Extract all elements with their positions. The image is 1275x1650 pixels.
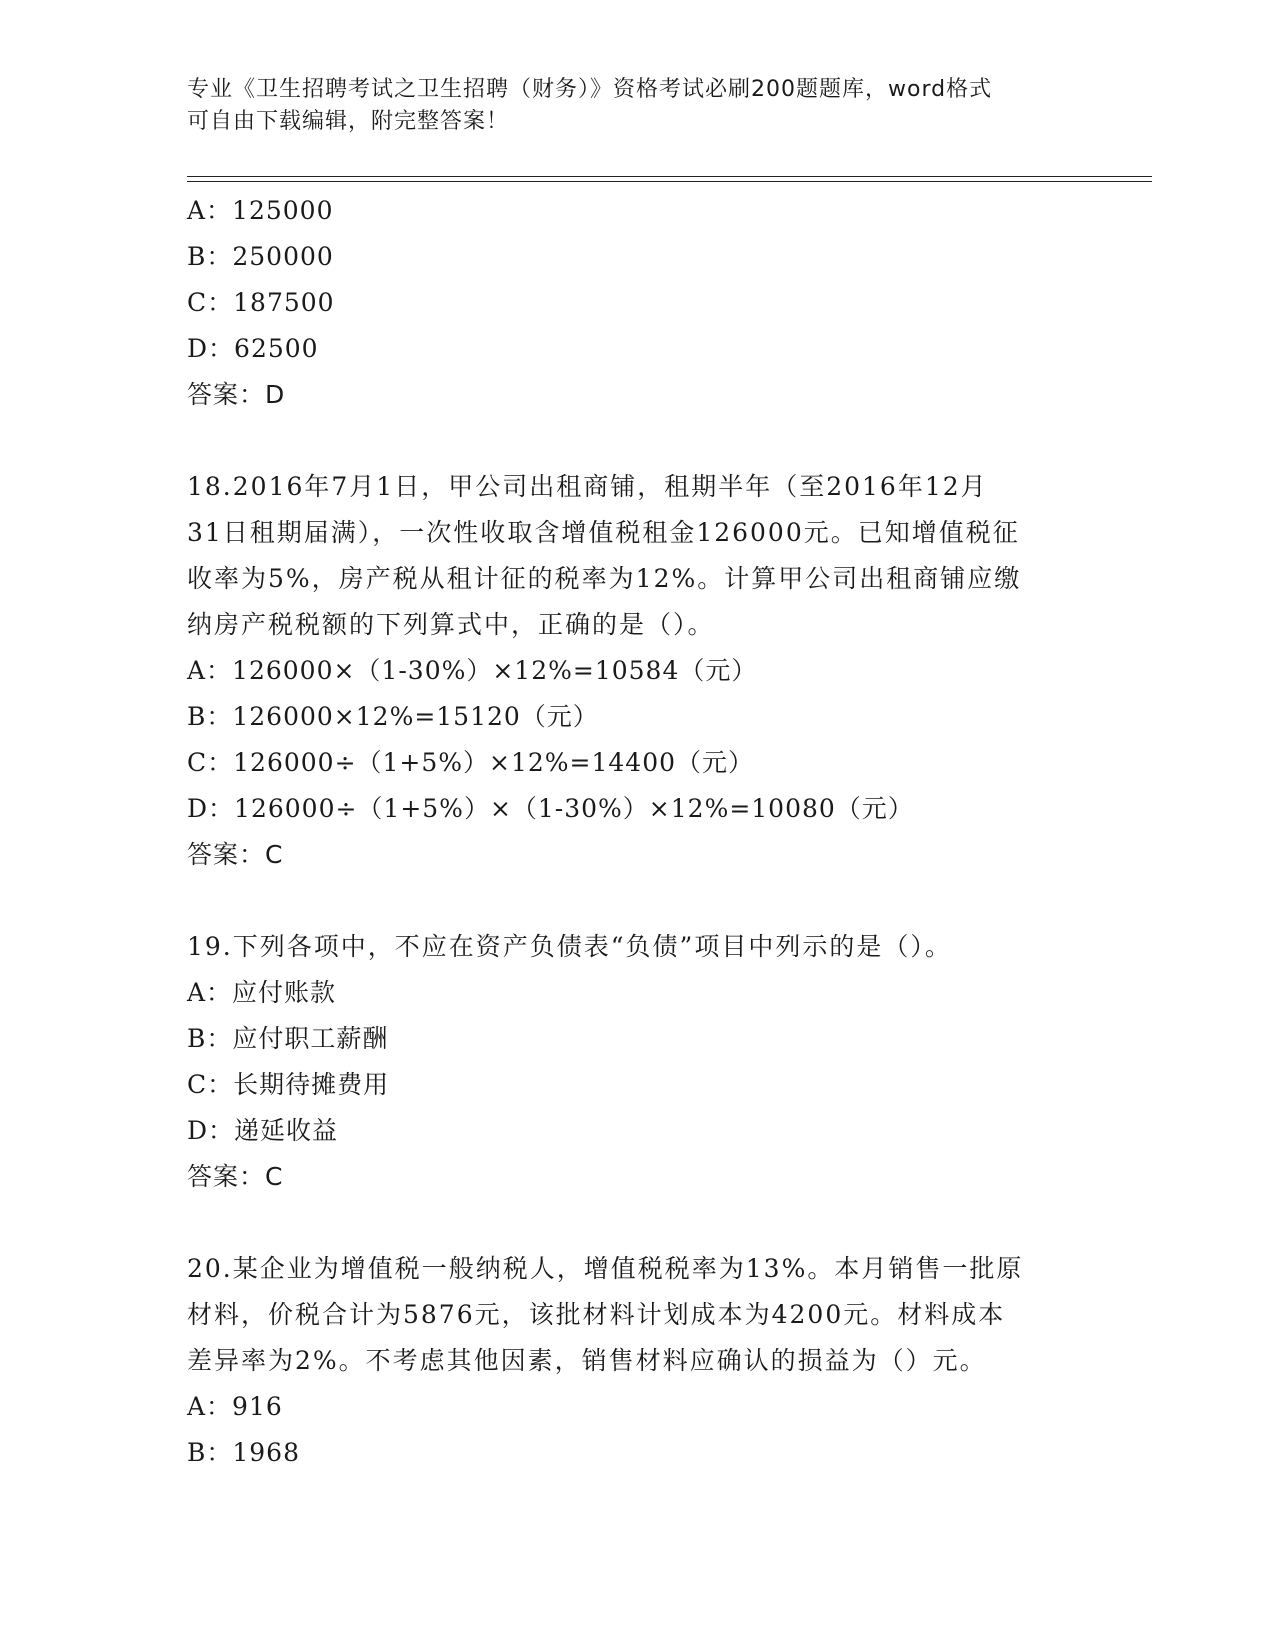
option-d: D：62500 xyxy=(187,334,319,363)
option-a: A：125000 xyxy=(187,196,334,225)
stem-line: 纳房产税税额的下列算式中，正确的是（）。 xyxy=(187,610,715,639)
option-a: A：916 xyxy=(187,1392,283,1421)
option-b: B：应付职工薪酬 xyxy=(187,1024,389,1053)
option-b: B：1968 xyxy=(187,1438,300,1467)
option-b: B：250000 xyxy=(187,242,334,271)
option-c: C：187500 xyxy=(187,288,335,317)
question-stem xyxy=(187,924,1087,970)
spacer xyxy=(187,418,1087,464)
answer: 答案：D xyxy=(187,380,286,409)
header-rule-top xyxy=(187,176,1152,177)
stem-line: 20.某企业为增值税一般纳税人，增值税税率为13%。本月销售一批原 xyxy=(187,1254,1024,1283)
header-line-2: 可自由下载编辑，附完整答案！ xyxy=(187,109,510,134)
header-rule-bottom xyxy=(187,181,1152,182)
spacer xyxy=(187,1200,1087,1246)
stem-line: 31日租期届满），一次性收取含增值税租金126000元。已知增值税征 xyxy=(187,518,1020,547)
option-d: D：递延收益 xyxy=(187,1116,339,1145)
option-d: D：126000÷（1+5%）×（1-30%）×12%=10080（元） xyxy=(187,794,914,823)
header-line-1: 专业《卫生招聘考试之卫生招聘（财务）》资格考试必刷200题题库，word格式 xyxy=(187,77,993,102)
option-c: C：长期待摊费用 xyxy=(187,1070,390,1099)
option-b: B：126000×12%=15120（元） xyxy=(187,702,599,731)
document-body xyxy=(187,188,1087,1476)
stem-line: 材料，价税合计为5876元，该批材料计划成本为4200元。材料成本 xyxy=(187,1300,1006,1329)
question-stem xyxy=(187,1246,1087,1384)
question-stem xyxy=(187,464,1087,648)
stem-line: 收率为5%，房产税从租计征的税率为12%。计算甲公司出租商铺应缴 xyxy=(187,564,1022,593)
answer: 答案：C xyxy=(187,840,284,869)
option-c: C：126000÷（1+5%）×12%=14400（元） xyxy=(187,748,755,777)
question-18 xyxy=(187,464,1087,878)
document-header xyxy=(187,74,1067,138)
option-a: A：126000×（1-30%）×12%=10584（元） xyxy=(187,656,758,685)
spacer xyxy=(187,878,1087,924)
question-19 xyxy=(187,924,1087,1200)
answer: 答案：C xyxy=(187,1162,284,1191)
question-17 xyxy=(187,188,1087,418)
stem-line: 19.下列各项中，不应在资产负债表“负债”项目中列示的是（）。 xyxy=(187,932,952,961)
question-20 xyxy=(187,1246,1087,1476)
stem-line: 差异率为2%。不考虑其他因素，销售材料应确认的损益为（）元。 xyxy=(187,1346,987,1375)
option-a: A：应付账款 xyxy=(187,978,337,1007)
stem-line: 18.2016年7月1日，甲公司出租商铺，租期半年（至2016年12月 xyxy=(187,472,988,501)
